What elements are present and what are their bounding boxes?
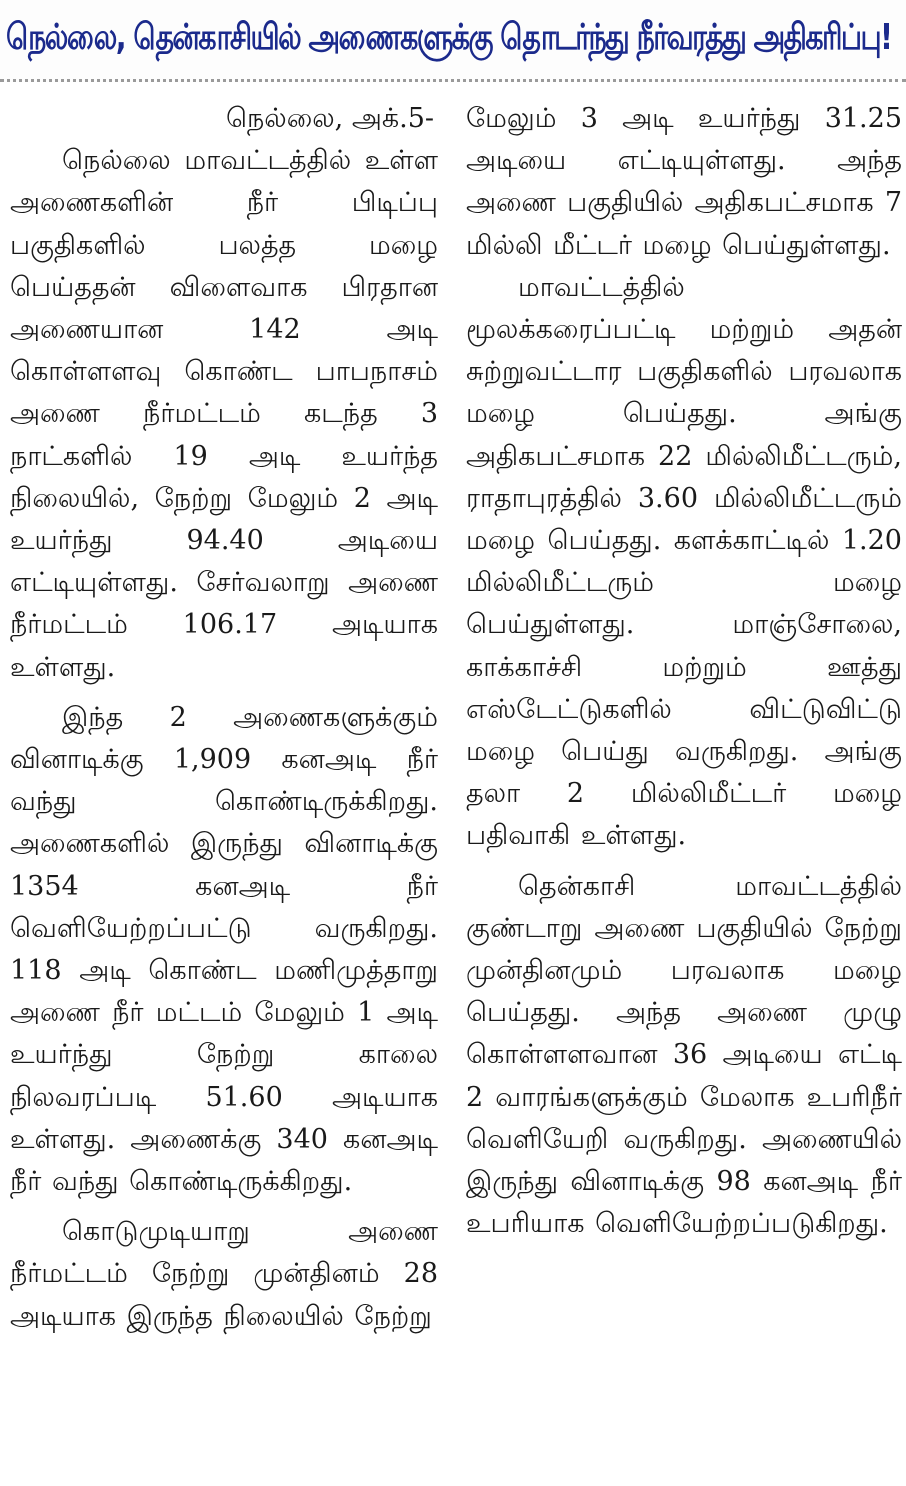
- paragraph: இந்த 2 அணைகளுக்கும் வினாடிக்கு 1,909 கனஅடி நீர் வந்து கொண்டிருக்கிறது. அணைகளில் இருந்து வினாடிக்கு 1354 கனஅடி நீர் வெளியேற்றப்பட்டு வருகிறது. 118 அடி கொண்ட மணிமுத்தாறு அணை நீர் மட்டம் மேலும் 1 அடி உயர்ந்து நேற்று காலை நிலவரப்படி 51.60 அடியாக உள்ளது. அணைக்கு 340 கனஅடி நீர் வந்து கொண்டிருக்கிறது.: [10, 701, 438, 1198]
- article-body: [0, 98, 906, 1486]
- paragraph: நெல்லை மாவட்டத்தில் உள்ள அணைகளின் நீர் பிடிப்பு பகுதிகளில் பலத்த மழை பெய்ததன் விளைவாக பிரதான அணையான 142 அடி கொள்ளளவு கொண்ட பாபநாசம் அணை நீர்மட்டம் கடந்த 3 நாட்களில் 19 அடி உயர்ந்த நிலையில், நேற்று மேலும் 2 அடி உயர்ந்து 94.40 அடியை எட்டியுள்ளது. சேர்வலாறு அணை நீர்மட்டம் 106.17 அடியாக உள்ளது.: [10, 145, 438, 683]
- paragraph: மாவட்டத்தில் மூலக்கரைப்பட்டி மற்றும் அதன் சுற்றுவட்டார பகுதிகளில் பரவலாக மழை பெய்தது. அங்கு அதிகபட்சமாக 22 மில்லிமீட்டரும், ராதாபுரத்தில் 3.60 மில்லிமீட்டரும் மழை பெய்தது. களக்காட்டில் 1.20 மில்லிமீட்டரும் மழை பெய்துள்ளது. மாஞ்சோலை, காக்காச்சி மற்றும் ஊத்து எஸ்டேட்டுகளில் விட்டுவிட்டு மழை பெய்து வருகிறது. அங்கு தலா 2 மில்லிமீட்டர் மழை பதிவாகி உள்ளது.: [466, 271, 902, 852]
- paragraph: கொடுமுடியாறு அணை நீர்மட்டம் நேற்று முன்தினம் 28 அடியாக இருந்த நிலையில் நேற்று: [10, 1216, 438, 1332]
- paragraph: தென்காசி மாவட்டத்தில் குண்டாறு அணை பகுதியில் நேற்று முன்தினமும் பரவலாக மழை பெய்தது. அந்த அணை முழு கொள்ளளவான 36 அடியை எட்டி 2 வாரங்களுக்கும் மேலாக உபரிநீர் வெளியேறி வருகிறது. அணையில் இருந்து வினாடிக்கு 98 கனஅடி நீர் உபரியாக வெளியேற்றப்படுகிறது.: [466, 870, 902, 1240]
- headline-banner: [0, 0, 906, 82]
- paragraph: மேலும் 3 அடி உயர்ந்து 31.25 அடியை எட்டியுள்ளது. அந்த அணை பகுதியில் அதிகபட்சமாக 7 மில்லி மீட்டர் மழை பெய்துள்ளது.: [466, 103, 902, 261]
- dateline: நெல்லை, அக்.5-: [225, 103, 434, 134]
- headline: நெல்லை, தென்காசியில் அணைகளுக்கு தொடர்ந்து நீர்வரத்து அதிகரிப்பு!: [6, 17, 892, 58]
- article-column-right: [466, 98, 902, 1245]
- article-column-left: [10, 98, 438, 1338]
